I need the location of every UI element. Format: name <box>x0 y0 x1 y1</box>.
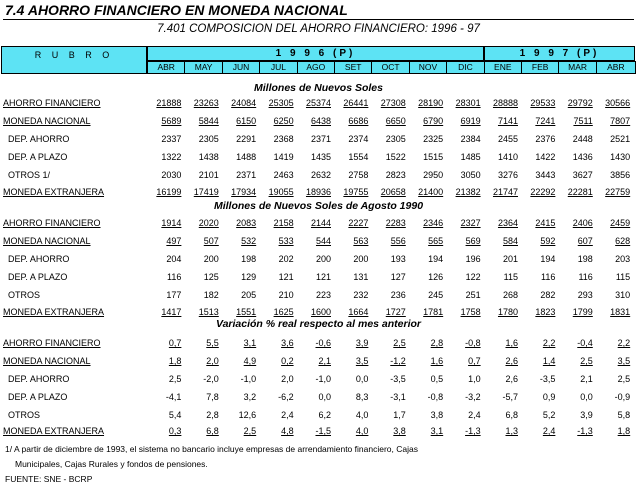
table-cell: 2,1 <box>580 374 593 384</box>
table-cell: 2,4 <box>281 410 294 420</box>
table-cell: 8,3 <box>355 392 369 402</box>
table-cell: 115 <box>615 272 631 282</box>
table-cell: -1,0 <box>240 374 257 384</box>
table-cell: 3443 <box>535 170 556 180</box>
table-cell: 1522 <box>385 152 406 162</box>
table-cell: 2,0 <box>281 374 294 384</box>
table-cell: 2384 <box>460 134 481 144</box>
table-cell: 12,6 <box>238 410 257 420</box>
table-cell: 236 <box>390 290 406 300</box>
table-cell: 2371 <box>236 170 257 180</box>
table-cell: 628 <box>615 236 631 246</box>
table-cell: 3,1 <box>430 426 444 436</box>
table-cell: 251 <box>465 290 481 300</box>
table-cell: 6686 <box>348 116 369 126</box>
table-cell: 2327 <box>460 218 481 228</box>
table-cell: 17934 <box>231 187 257 197</box>
table-cell: 6,8 <box>206 426 219 436</box>
row-label: DEP. AHORRO <box>3 134 70 144</box>
table-cell: 2,5 <box>617 374 631 384</box>
table-cell: 2364 <box>497 218 518 228</box>
table-cell: 131 <box>353 272 369 282</box>
row-label: DEP. A PLAZO <box>3 152 68 162</box>
table-cell: 310 <box>615 290 631 300</box>
table-cell: 2448 <box>572 134 593 144</box>
table-cell: 122 <box>465 272 481 282</box>
table-cell: 4,8 <box>281 426 294 436</box>
table-cell: 116 <box>578 272 593 282</box>
table-cell: 1435 <box>310 152 331 162</box>
footnote-1-continued: Municipales, Cajas Rurales y fondos de pensiones. <box>15 459 208 469</box>
row-label: AHORRO FINANCIERO <box>3 98 101 108</box>
table-cell: 2020 <box>198 218 219 228</box>
table-cell: 2,2 <box>542 338 556 348</box>
month-header-cell: MAR <box>558 61 596 74</box>
table-cell: 3,8 <box>393 426 406 436</box>
table-cell: 28301 <box>455 98 481 108</box>
table-cell: -2,0 <box>203 374 219 384</box>
month-header-cell: DIC <box>446 61 484 74</box>
table-cell: 532 <box>241 236 257 246</box>
table-cell: 24084 <box>231 98 257 108</box>
table-cell: 2,8 <box>430 338 444 348</box>
table-cell: 1914 <box>161 218 182 228</box>
table-cell: 116 <box>541 272 556 282</box>
table-cell: 194 <box>540 254 556 264</box>
table-cell: 2455 <box>497 134 518 144</box>
table-cell: 2101 <box>198 170 219 180</box>
table-cell: 1,7 <box>393 410 406 420</box>
table-cell: -1,3 <box>465 426 481 436</box>
table-cell: 6438 <box>310 116 331 126</box>
table-cell: 194 <box>428 254 444 264</box>
table-cell: 28190 <box>418 98 444 108</box>
table-cell: 1831 <box>610 307 631 317</box>
table-cell: 2,5 <box>580 356 593 366</box>
table-cell: 1,0 <box>468 374 481 384</box>
table-cell: 29792 <box>567 98 593 108</box>
table-cell: 21888 <box>156 98 182 108</box>
table-cell: 20658 <box>380 187 406 197</box>
table-cell: 2371 <box>310 134 331 144</box>
table-cell: -0,6 <box>315 338 331 348</box>
table-cell: 5844 <box>198 116 219 126</box>
row-label: AHORRO FINANCIERO <box>3 218 101 228</box>
table-cell: 3,1 <box>243 338 257 348</box>
table-cell: 584 <box>502 236 518 246</box>
table-cell: -6,2 <box>278 392 294 402</box>
table-cell: 25305 <box>268 98 294 108</box>
table-cell: 196 <box>465 254 481 264</box>
table-cell: -0,4 <box>577 338 593 348</box>
table-cell: 2,4 <box>542 426 556 436</box>
table-cell: 200 <box>315 254 331 264</box>
table-cell: 0,0 <box>355 374 369 384</box>
table-cell: 26441 <box>343 98 369 108</box>
table-cell: 2,8 <box>206 410 219 420</box>
table-cell: 1554 <box>348 152 369 162</box>
table-cell: -0,9 <box>614 392 631 402</box>
table-cell: 2,5 <box>393 338 406 348</box>
table-cell: 2,4 <box>468 410 481 420</box>
title-divider <box>3 19 634 20</box>
row-label: AHORRO FINANCIERO <box>3 338 101 348</box>
month-header-cell: ENE <box>484 61 522 74</box>
table-cell: 569 <box>465 236 481 246</box>
table-cell: 129 <box>241 272 257 282</box>
month-header-cell: MAY <box>184 61 222 74</box>
row-label: DEP. AHORRO <box>3 374 70 384</box>
table-cell: 5,5 <box>206 338 219 348</box>
table-cell: 1430 <box>610 152 631 162</box>
year-1997-header: 1 9 9 7 (P) <box>484 46 635 61</box>
table-cell: 6650 <box>385 116 406 126</box>
table-cell: 1515 <box>423 152 444 162</box>
table-cell: 245 <box>428 290 444 300</box>
table-cell: -1,5 <box>315 426 331 436</box>
table-cell: 6,8 <box>505 410 518 420</box>
table-cell: 17419 <box>193 187 219 197</box>
table-cell: 1664 <box>348 307 369 317</box>
table-cell: 2291 <box>236 134 257 144</box>
table-cell: 23263 <box>193 98 219 108</box>
table-cell: 1,8 <box>168 356 182 366</box>
table-cell: 2376 <box>535 134 556 144</box>
table-cell: 2823 <box>385 170 406 180</box>
row-label: OTROS <box>3 410 41 420</box>
table-cell: 127 <box>390 272 406 282</box>
table-cell: 268 <box>502 290 518 300</box>
table-cell: 1799 <box>572 307 593 317</box>
row-label: MONEDA EXTRANJERA <box>3 307 105 317</box>
table-cell: 2521 <box>610 134 631 144</box>
table-cell: 5689 <box>161 116 182 126</box>
table-cell: 4,0 <box>355 410 369 420</box>
table-cell: 1600 <box>310 307 331 317</box>
row-label: MONEDA EXTRANJERA <box>3 426 105 436</box>
table-cell: 2,5 <box>168 374 182 384</box>
table-cell: 2083 <box>236 218 257 228</box>
table-cell: 2459 <box>610 218 631 228</box>
table-cell: 2463 <box>273 170 294 180</box>
table-cell: 1488 <box>236 152 257 162</box>
table-cell: 1,8 <box>617 426 631 436</box>
table-cell: 1,6 <box>505 338 518 348</box>
row-label: OTROS 1/ <box>3 170 51 180</box>
table-cell: -3,5 <box>390 374 406 384</box>
table-cell: -1,3 <box>577 426 593 436</box>
table-cell: 0,3 <box>168 426 182 436</box>
table-cell: 19755 <box>343 187 369 197</box>
month-header-cell: JUL <box>259 61 297 74</box>
table-cell: 2283 <box>385 218 406 228</box>
table-cell: 29533 <box>530 98 556 108</box>
row-label: DEP. A PLAZO <box>3 392 68 402</box>
table-cell: -3,2 <box>465 392 481 402</box>
table-cell: 7241 <box>535 116 556 126</box>
table-cell: 3,9 <box>355 338 369 348</box>
table-cell: 7807 <box>610 116 631 126</box>
table-cell: 565 <box>428 236 444 246</box>
table-cell: 2,2 <box>617 338 631 348</box>
table-cell: 25374 <box>305 98 331 108</box>
section-title: Millones de Nuevos Soles de Agosto 1990 <box>213 200 424 212</box>
table-cell: -1,2 <box>390 356 406 366</box>
month-header-cell: JUN <box>222 61 260 74</box>
table-subtitle: 7.401 COMPOSICION DEL AHORRO FINANCIERO: 1996 - 97 <box>157 23 480 35</box>
row-label: MONEDA NACIONAL <box>3 116 91 126</box>
table-cell: 2632 <box>310 170 331 180</box>
table-cell: 1485 <box>460 152 481 162</box>
row-label: DEP. A PLAZO <box>3 272 68 282</box>
table-cell: 1780 <box>497 307 518 317</box>
table-cell: 1551 <box>236 307 257 317</box>
table-cell: 19055 <box>268 187 294 197</box>
table-cell: 198 <box>241 254 257 264</box>
table-cell: 202 <box>278 254 294 264</box>
table-cell: 1322 <box>161 152 182 162</box>
table-cell: 507 <box>203 236 219 246</box>
table-cell: 7,8 <box>206 392 219 402</box>
table-cell: 544 <box>315 236 331 246</box>
table-cell: 21382 <box>455 187 481 197</box>
source-note: FUENTE: SNE - BCRP <box>5 474 93 484</box>
table-cell: 2406 <box>572 218 593 228</box>
table-cell: 533 <box>278 236 294 246</box>
table-cell: 1781 <box>423 307 444 317</box>
table-cell: -0,8 <box>465 338 481 348</box>
table-cell: -0,8 <box>427 392 444 402</box>
table-cell: -4,1 <box>165 392 182 402</box>
table-cell: 1410 <box>497 152 518 162</box>
row-label: MONEDA EXTRANJERA <box>3 187 105 197</box>
table-cell: 1513 <box>198 307 219 317</box>
table-cell: 0,5 <box>430 374 444 384</box>
table-cell: 121 <box>315 272 331 282</box>
month-header-cell: SET <box>334 61 372 74</box>
table-cell: -1,0 <box>315 374 331 384</box>
table-cell: 4,9 <box>243 356 257 366</box>
table-cell: 204 <box>166 254 182 264</box>
table-cell: 7511 <box>573 116 593 126</box>
table-cell: 0,0 <box>580 392 593 402</box>
table-cell: 2305 <box>198 134 219 144</box>
table-cell: 2337 <box>161 134 182 144</box>
table-cell: 2374 <box>348 134 369 144</box>
table-cell: 3,6 <box>281 338 294 348</box>
month-header-cell: NOV <box>409 61 447 74</box>
table-cell: 2368 <box>273 134 294 144</box>
table-cell: -3,5 <box>539 374 556 384</box>
table-cell: 6,2 <box>318 410 331 420</box>
table-cell: 1758 <box>460 307 481 317</box>
table-cell: 198 <box>577 254 593 264</box>
table-cell: 177 <box>166 290 182 300</box>
table-cell: 21400 <box>418 187 444 197</box>
table-cell: 27308 <box>380 98 406 108</box>
table-cell: 223 <box>315 290 331 300</box>
year-1996-header: 1 9 9 6 (P) <box>147 46 484 61</box>
table-cell: 3,9 <box>580 410 593 420</box>
table-cell: 0,0 <box>318 392 331 402</box>
table-cell: 3,8 <box>430 410 444 420</box>
table-cell: 6150 <box>236 116 257 126</box>
table-cell: 1,6 <box>430 356 444 366</box>
month-header-cell: OCT <box>371 61 409 74</box>
table-cell: 5,4 <box>168 410 182 420</box>
table-cell: 3276 <box>497 170 518 180</box>
table-cell: 2227 <box>348 218 369 228</box>
table-cell: 607 <box>577 236 593 246</box>
table-cell: 2346 <box>423 218 444 228</box>
table-cell: 3,5 <box>355 356 369 366</box>
table-cell: 2325 <box>423 134 444 144</box>
table-cell: -5,7 <box>502 392 518 402</box>
table-cell: 232 <box>353 290 369 300</box>
table-cell: -3,1 <box>390 392 406 402</box>
table-cell: 556 <box>390 236 406 246</box>
row-label: OTROS <box>3 290 41 300</box>
table-cell: 6250 <box>273 116 294 126</box>
table-cell: 2,0 <box>206 356 219 366</box>
footnote-1: 1/ A partir de diciembre de 1993, el sistema no bancario incluye empresas de arrendamiento financiero, Cajas <box>5 444 418 454</box>
table-cell: 28888 <box>492 98 518 108</box>
table-cell: 6919 <box>460 116 481 126</box>
table-cell: 3,5 <box>617 356 631 366</box>
section-title: Variación % real respecto al mes anterior <box>215 318 422 330</box>
table-cell: 0,9 <box>542 392 556 402</box>
table-cell: 5,2 <box>542 410 556 420</box>
table-cell: 22281 <box>567 187 593 197</box>
section-title: Millones de Nuevos Soles <box>254 82 383 94</box>
table-cell: 1,3 <box>505 426 518 436</box>
table-cell: 5,8 <box>617 410 631 420</box>
table-cell: 2144 <box>310 218 331 228</box>
table-cell: 1438 <box>198 152 219 162</box>
table-cell: 0,2 <box>281 356 294 366</box>
table-cell: 3,2 <box>243 392 257 402</box>
table-cell: 22292 <box>530 187 556 197</box>
table-cell: 18936 <box>305 187 331 197</box>
table-cell: 200 <box>203 254 219 264</box>
table-cell: 1419 <box>273 152 294 162</box>
table-cell: 592 <box>540 236 556 246</box>
row-label: MONEDA NACIONAL <box>3 356 91 366</box>
table-cell: 282 <box>540 290 556 300</box>
table-cell: 121 <box>278 272 294 282</box>
table-cell: 1727 <box>385 307 406 317</box>
table-cell: 16199 <box>156 187 182 197</box>
table-cell: 2,6 <box>505 356 518 366</box>
table-cell: 7141 <box>497 116 518 126</box>
table-cell: 1,4 <box>542 356 556 366</box>
table-cell: 201 <box>502 254 518 264</box>
table-cell: 2305 <box>385 134 406 144</box>
table-cell: 1436 <box>572 152 593 162</box>
table-cell: 1422 <box>535 152 556 162</box>
table-cell: 2,6 <box>505 374 518 384</box>
row-label: MONEDA NACIONAL <box>3 236 91 246</box>
table-cell: 3856 <box>610 170 631 180</box>
table-cell: 21747 <box>492 187 518 197</box>
month-header-cell: ABR <box>596 61 636 74</box>
table-cell: 6790 <box>423 116 444 126</box>
table-cell: 30566 <box>605 98 631 108</box>
table-cell: 563 <box>353 236 369 246</box>
table-cell: 2,5 <box>243 426 257 436</box>
table-cell: 182 <box>203 290 219 300</box>
table-cell: 210 <box>278 290 294 300</box>
table-cell: 200 <box>353 254 369 264</box>
table-cell: 2758 <box>348 170 369 180</box>
table-cell: 2,1 <box>318 356 331 366</box>
table-cell: 3050 <box>460 170 481 180</box>
table-cell: 2950 <box>423 170 444 180</box>
table-cell: 0,7 <box>468 356 481 366</box>
table-cell: 2158 <box>273 218 294 228</box>
table-cell: 22759 <box>605 187 631 197</box>
table-cell: 1823 <box>535 307 556 317</box>
table-cell: 2415 <box>535 218 556 228</box>
table-cell: 497 <box>166 236 182 246</box>
table-cell: 116 <box>167 272 182 282</box>
rubro-header: R U B R O <box>1 46 147 74</box>
table-cell: 1625 <box>273 307 294 317</box>
table-cell: 1417 <box>161 307 182 317</box>
table-cell: 205 <box>241 290 257 300</box>
month-header-cell: ABR <box>147 61 185 74</box>
table-cell: 115 <box>503 272 518 282</box>
month-header-cell: AGO <box>297 61 335 74</box>
page-title: 7.4 AHORRO FINANCIERO EN MONEDA NACIONAL <box>5 2 348 18</box>
table-cell: 293 <box>577 290 593 300</box>
table-cell: 203 <box>615 254 631 264</box>
month-header-cell: FEB <box>521 61 559 74</box>
table-cell: 0,7 <box>168 338 182 348</box>
table-cell: 126 <box>428 272 444 282</box>
table-cell: 125 <box>203 272 219 282</box>
table-cell: 193 <box>390 254 406 264</box>
table-cell: 4,0 <box>355 426 369 436</box>
table-cell: 3627 <box>572 170 593 180</box>
table-cell: 2030 <box>161 170 182 180</box>
row-label: DEP. AHORRO <box>3 254 70 264</box>
